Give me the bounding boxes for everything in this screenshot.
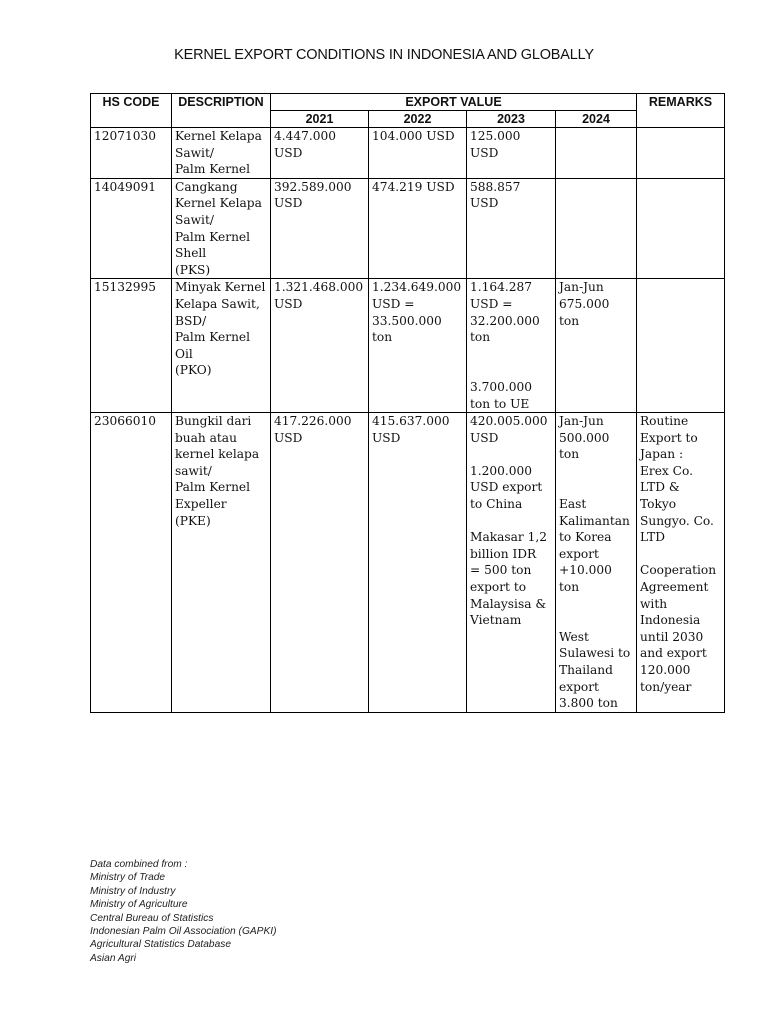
page-title: KERNEL EXPORT CONDITIONS IN INDONESIA AND GLOBALLY xyxy=(174,47,594,63)
hs-code-cell: 14049091 xyxy=(91,178,172,279)
value-2022-cell: 474.219 USD xyxy=(369,178,467,279)
hs-code-header: HS CODE xyxy=(91,94,172,128)
source-item: Ministry of Industry xyxy=(90,885,176,897)
value-2023-cell: 1.164.287 USD = 32.200.000 ton 3.700.000 ton to UE xyxy=(467,279,556,413)
remarks-cell xyxy=(637,178,725,279)
table-row xyxy=(91,413,725,713)
source-item: Ministry of Trade xyxy=(90,872,166,884)
value-2022-cell: 1.234.649.000 USD = 33.500.000 ton xyxy=(369,279,467,413)
value-2023-cell: 588.857 USD xyxy=(467,178,556,279)
value-2021-cell: 1.321.468.000 USD xyxy=(271,279,369,413)
value-2022-cell: 415.637.000 USD xyxy=(369,413,467,713)
value-2024-cell: Jan-Jun 500.000 ton East Kalimantan to Korea export +10.000 ton West Sulawesi to Thailand export 3.800 ton xyxy=(556,413,637,713)
table-row xyxy=(91,128,725,179)
value-2024-cell xyxy=(556,128,637,179)
source-item: Ministry of Agriculture xyxy=(90,899,188,911)
table-row xyxy=(91,279,725,413)
description-cell: Minyak Kernel Kelapa Sawit, BSD/ Palm Kernel Oil (PKO) xyxy=(172,279,271,413)
description-cell: Cangkang Kernel Kelapa Sawit/ Palm Kernel Shell (PKS) xyxy=(172,178,271,279)
table-row xyxy=(91,178,725,279)
year-header-2022: 2022 xyxy=(369,111,467,128)
header-row xyxy=(91,94,725,111)
value-2023-cell: 420.005.000 USD 1.200.000 USD export to China Makasar 1,2 billion IDR = 500 ton export to Malaysisa & Vietnam xyxy=(467,413,556,713)
hs-code-cell: 12071030 xyxy=(91,128,172,179)
year-header-2021: 2021 xyxy=(271,111,369,128)
data-sources-note xyxy=(90,858,390,965)
source-item: Indonesian Palm Oil Association (GAPKI) xyxy=(90,926,277,938)
hs-code-cell: 23066010 xyxy=(91,413,172,713)
sources-intro: Data combined from : xyxy=(90,859,188,870)
year-header-2023: 2023 xyxy=(467,111,556,128)
source-item: Central Bureau of Statistics xyxy=(90,912,214,924)
description-header: DESCRIPTION xyxy=(172,94,271,128)
export-value-header: EXPORT VALUE xyxy=(271,94,637,111)
value-2023-cell: 125.000 USD xyxy=(467,128,556,179)
source-item: Asian Agri xyxy=(90,952,137,964)
hs-code-cell: 15132995 xyxy=(91,279,172,413)
remarks-header: REMARKS xyxy=(637,94,725,128)
value-2021-cell: 417.226.000 USD xyxy=(271,413,369,713)
source-item: Agricultural Statistics Database xyxy=(90,939,231,951)
remarks-cell xyxy=(637,128,725,179)
value-2024-cell xyxy=(556,178,637,279)
value-2022-cell: 104.000 USD xyxy=(369,128,467,179)
value-2021-cell: 392.589.000 USD xyxy=(271,178,369,279)
value-2021-cell: 4.447.000 USD xyxy=(271,128,369,179)
description-cell: Kernel Kelapa Sawit/ Palm Kernel xyxy=(172,128,271,179)
description-cell: Bungkil dari buah atau kernel kelapa sawit/ Palm Kernel Expeller (PKE) xyxy=(172,413,271,713)
year-header-2024: 2024 xyxy=(556,111,637,128)
value-2024-cell: Jan-Jun 675.000 ton xyxy=(556,279,637,413)
remarks-cell: Routine Export to Japan : Erex Co. LTD & Tokyo Sungyo. Co. LTD Cooperation Agreement with Indonesia until 2030 and export 120.000 ton/year xyxy=(637,413,725,713)
remarks-cell xyxy=(637,279,725,413)
export-table xyxy=(90,93,725,713)
